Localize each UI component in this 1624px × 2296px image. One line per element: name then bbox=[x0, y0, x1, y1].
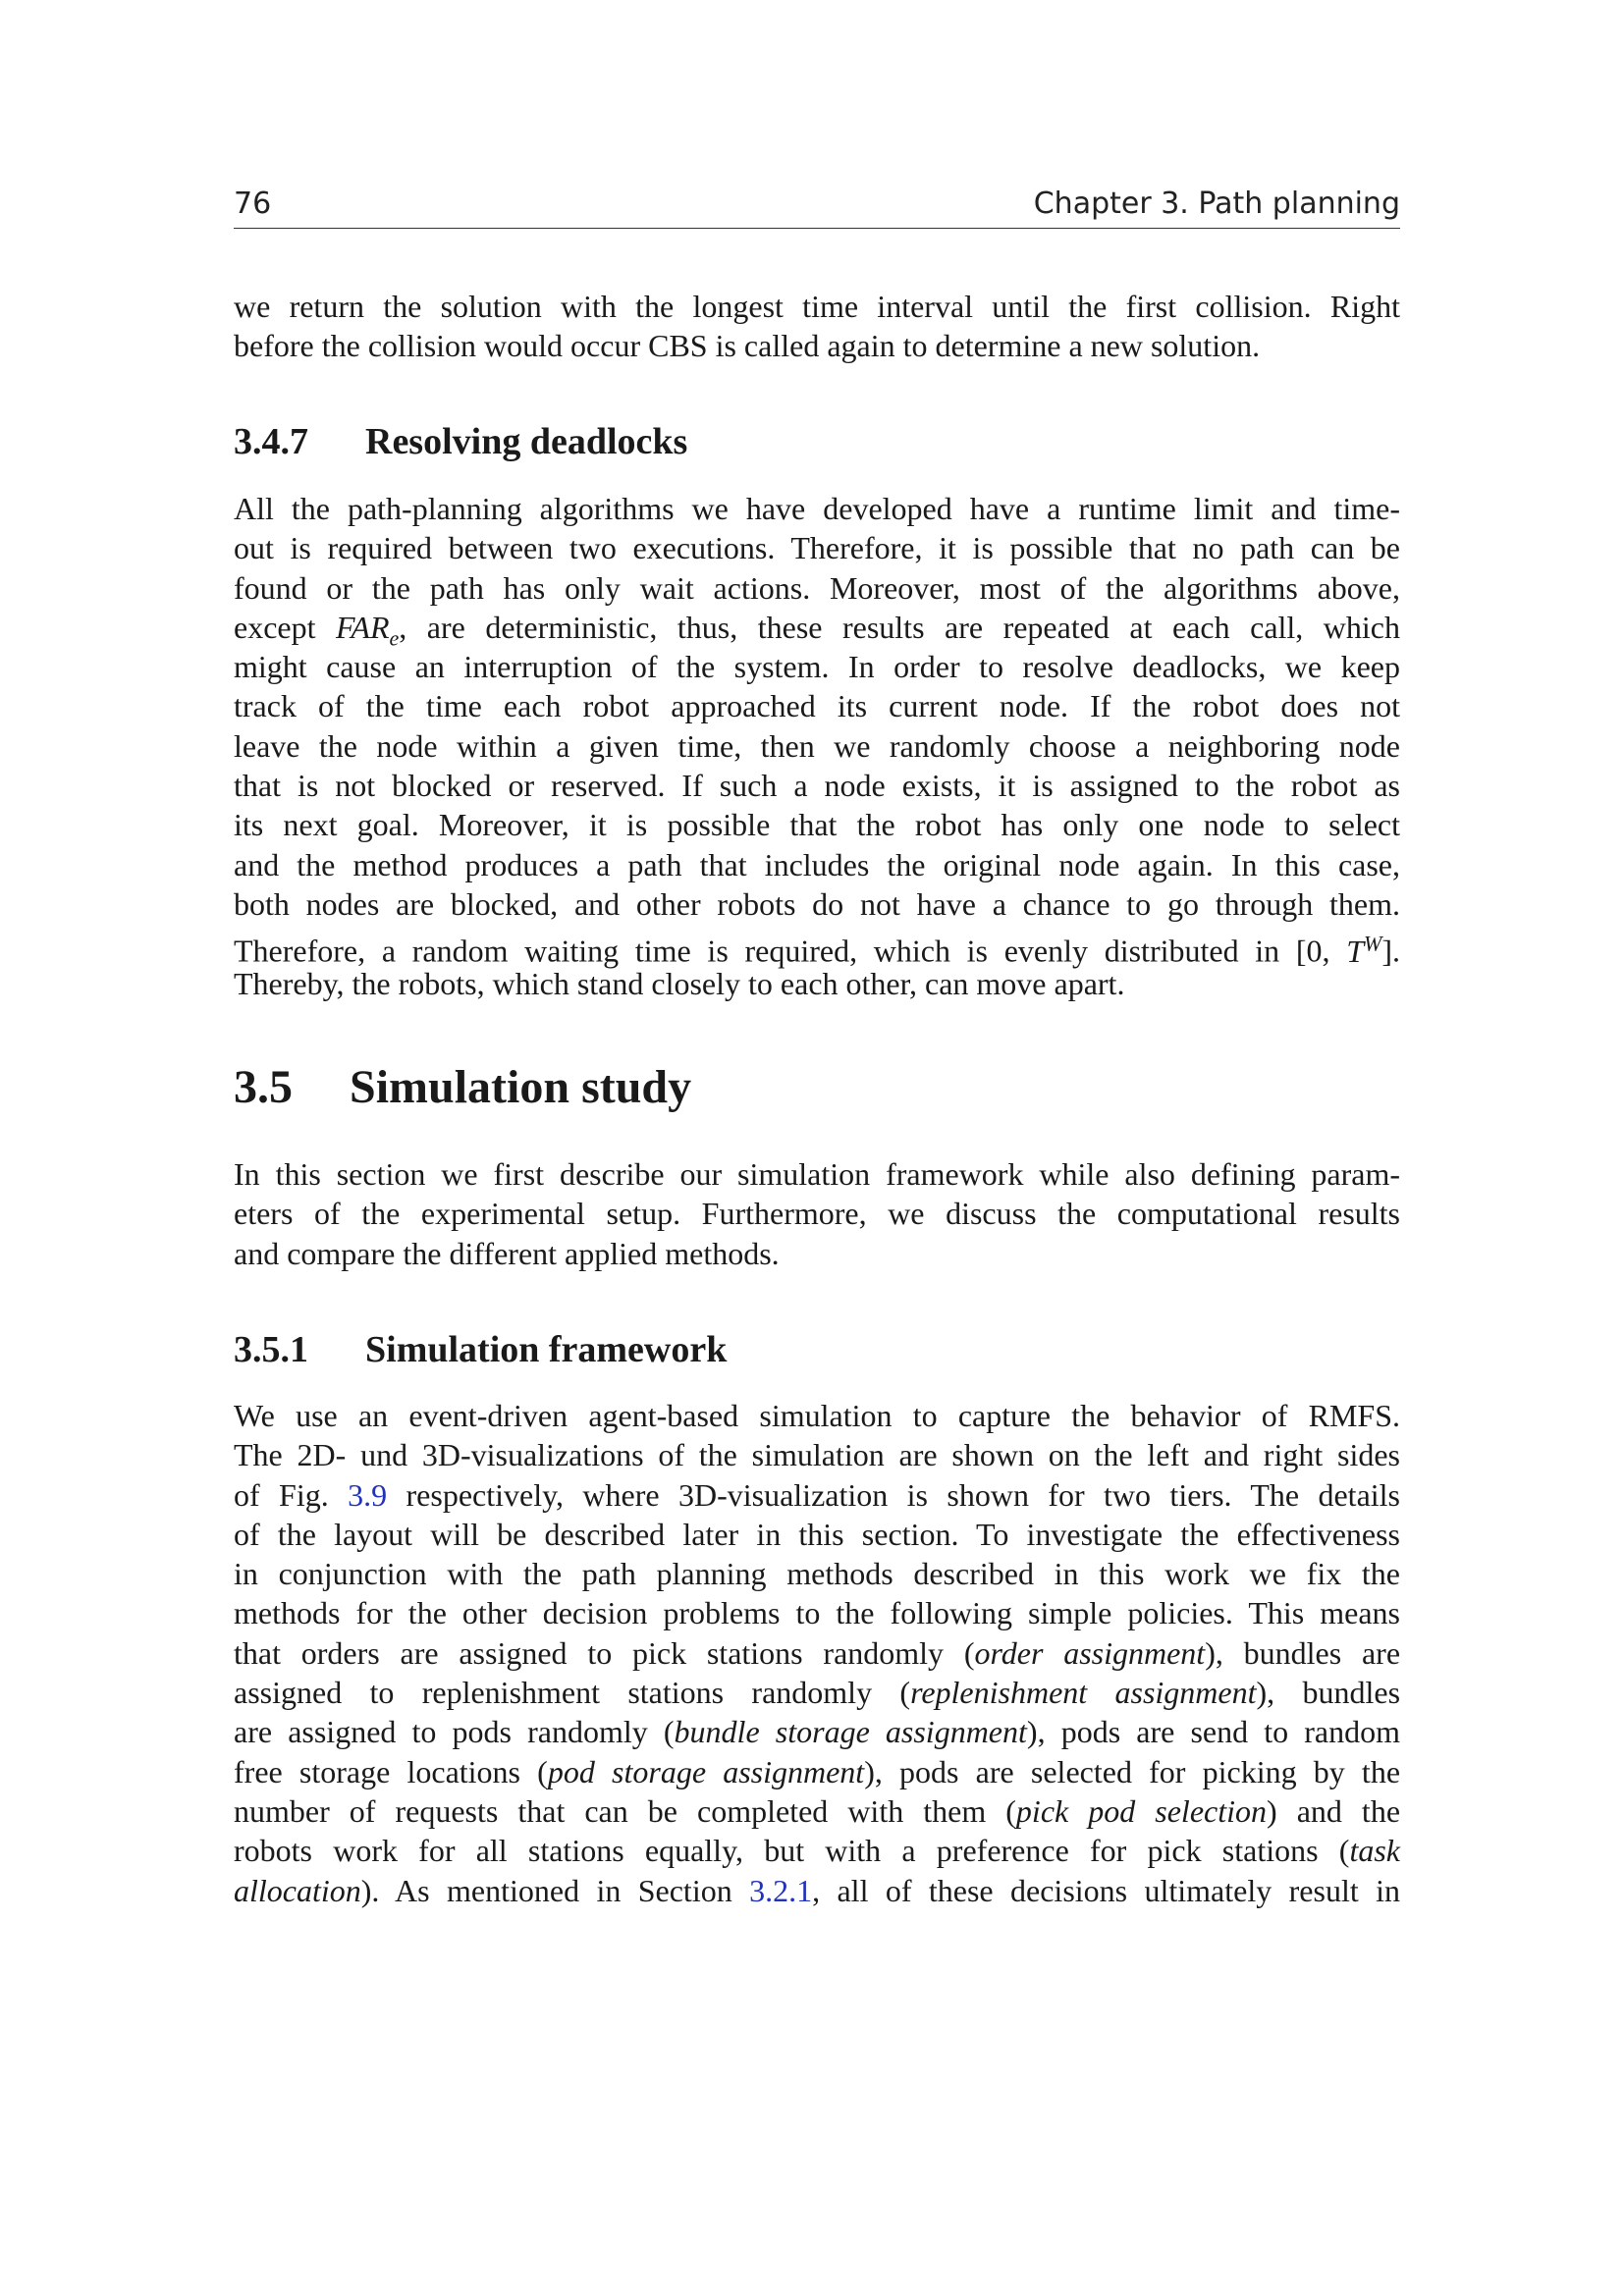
text-line: before the collision would occur CBS is called again to determine a new solution. bbox=[234, 328, 1261, 364]
text-fragment: Therefore, a random waiting time is required, which is evenly distributed in [0, bbox=[234, 933, 1347, 969]
section-title: Simulation study bbox=[350, 1061, 692, 1113]
text-fragment: ). As mentioned in Section bbox=[360, 1872, 750, 1908]
text-line: its next goal. Moreover, it is possible that the robot has only one node to select bbox=[234, 807, 1400, 843]
math-superscript: W bbox=[1364, 931, 1382, 956]
text-fragment: respectively, where 3D-visualization is shown for two tiers. The details bbox=[387, 1476, 1401, 1513]
text-line bbox=[234, 1673, 1400, 1712]
emphasis: replenishment assignment bbox=[910, 1675, 1257, 1711]
subsection-number: 3.4.7 bbox=[234, 421, 308, 462]
figure-3-9-link[interactable]: 3.9 bbox=[348, 1476, 388, 1513]
text-fragment: are assigned to pods randomly ( bbox=[234, 1714, 675, 1750]
section-3-2-1-link[interactable]: 3.2.1 bbox=[749, 1872, 813, 1908]
simulation-study-paragraph bbox=[234, 1154, 1400, 1273]
text-line-with-math bbox=[234, 924, 1400, 969]
text-line: might cause an interruption of the system. In order to resolve deadlocks, we keep bbox=[234, 649, 1400, 685]
math-base: T bbox=[1346, 933, 1365, 969]
text-fragment: ]. bbox=[1381, 933, 1400, 969]
text-line bbox=[234, 1752, 1400, 1791]
emphasis: order assignment bbox=[974, 1634, 1206, 1671]
text-fragment: ) and the bbox=[1267, 1792, 1401, 1829]
text-line: All the path-planning algorithms we have developed have a runtime limit and time- bbox=[234, 491, 1400, 526]
math-far bbox=[336, 609, 400, 651]
emphasis: pod storage assignment bbox=[547, 1753, 865, 1789]
subsection-title: Resolving deadlocks bbox=[365, 421, 688, 462]
text-fragment: number of requests that can be completed with them ( bbox=[234, 1792, 1016, 1829]
text-line: we return the solution with the longest time interval until the first collision. Right bbox=[234, 289, 1400, 324]
text-fragment: that orders are assigned to pick stations randomly ( bbox=[234, 1634, 975, 1671]
text-line: In this section we first describe our simulation framework while also defining param- bbox=[234, 1156, 1400, 1192]
simulation-framework-paragraph bbox=[234, 1396, 1400, 1910]
text-fragment: ), bundles bbox=[1256, 1675, 1401, 1711]
text-line: The 2D- und 3D-visualizations of the simulation are shown on the left and right sides bbox=[234, 1437, 1400, 1473]
text-line: found or the path has only wait actions. Moreover, most of the algorithms above, bbox=[234, 569, 1400, 606]
emphasis: task bbox=[1349, 1833, 1400, 1869]
text-line: of the layout will be described later in this section. To investigate the effectiveness bbox=[234, 1516, 1400, 1552]
text-line-with-link bbox=[234, 1871, 1400, 1910]
text-line: eters of the experimental setup. Furthermore, we discuss the computational results bbox=[234, 1196, 1400, 1232]
text-line: and the method produces a path that includes the original node again. In this case, bbox=[234, 846, 1400, 882]
subsection-heading-3-5-1 bbox=[234, 1328, 727, 1371]
text-line bbox=[234, 1633, 1400, 1673]
text-line-with-math bbox=[234, 608, 1401, 651]
text-fragment: ), pods are send to random bbox=[1026, 1714, 1401, 1750]
page-number: 76 bbox=[234, 187, 272, 221]
text-line: Thereby, the robots, which stand closely to each other, can move apart. bbox=[234, 965, 1125, 1001]
deadlocks-paragraph bbox=[234, 489, 1400, 1003]
chapter-title: Chapter 3. Path planning bbox=[1033, 187, 1400, 221]
text-line bbox=[234, 1712, 1400, 1751]
subsection-heading-3-4-7 bbox=[234, 420, 687, 463]
math-base: FAR bbox=[336, 609, 390, 645]
text-fragment: robots work for all stations equally, but with a preference for pick stations ( bbox=[234, 1833, 1350, 1869]
text-line bbox=[234, 1791, 1400, 1831]
text-fragment: assigned to replenishment stations randomly ( bbox=[234, 1675, 911, 1711]
text-fragment: except bbox=[234, 609, 336, 645]
text-line: in conjunction with the path planning methods described in this work we fix the bbox=[234, 1556, 1400, 1592]
text-line bbox=[234, 1831, 1400, 1870]
text-line: We use an event-driven agent-based simulation to capture the behavior of RMFS. bbox=[234, 1398, 1400, 1433]
text-fragment: ), pods are selected for picking by the bbox=[864, 1753, 1401, 1789]
text-line: leave the node within a given time, then we randomly choose a neighboring node bbox=[234, 727, 1400, 764]
math-tw bbox=[1346, 931, 1382, 969]
subsection-number: 3.5.1 bbox=[234, 1329, 308, 1370]
text-fragment: free storage locations ( bbox=[234, 1753, 548, 1789]
text-line-with-link bbox=[234, 1475, 1400, 1515]
subsection-title: Simulation framework bbox=[365, 1329, 728, 1370]
text-line: that is not blocked or reserved. If such a node exists, it is assigned to the robot as bbox=[234, 768, 1400, 804]
text-line: out is required between two executions. Therefore, it is possible that no path can be bbox=[234, 530, 1400, 566]
section-heading-3-5 bbox=[234, 1060, 691, 1114]
emphasis: allocation bbox=[234, 1872, 361, 1908]
section-number: 3.5 bbox=[234, 1061, 293, 1113]
emphasis: bundle storage assignment bbox=[674, 1714, 1027, 1750]
text-line: and compare the different applied methods. bbox=[234, 1235, 780, 1271]
math-subscript: e bbox=[389, 625, 400, 651]
text-fragment: ), bundles are bbox=[1205, 1634, 1401, 1671]
intro-paragraph bbox=[234, 287, 1400, 366]
text-fragment: , all of these decisions ultimately result in bbox=[812, 1872, 1401, 1908]
text-line: methods for the other decision problems to the following simple policies. This means bbox=[234, 1595, 1400, 1631]
emphasis: pick pod selection bbox=[1015, 1792, 1268, 1829]
text-fragment: , are deterministic, thus, these results are repeated at each call, which bbox=[399, 609, 1401, 645]
text-line: both nodes are blocked, and other robots do not have a chance to go through them. bbox=[234, 885, 1400, 922]
text-line: track of the time each robot approached its current node. If the robot does not bbox=[234, 688, 1400, 724]
running-header bbox=[234, 185, 1400, 229]
text-fragment: of Fig. bbox=[234, 1476, 349, 1513]
